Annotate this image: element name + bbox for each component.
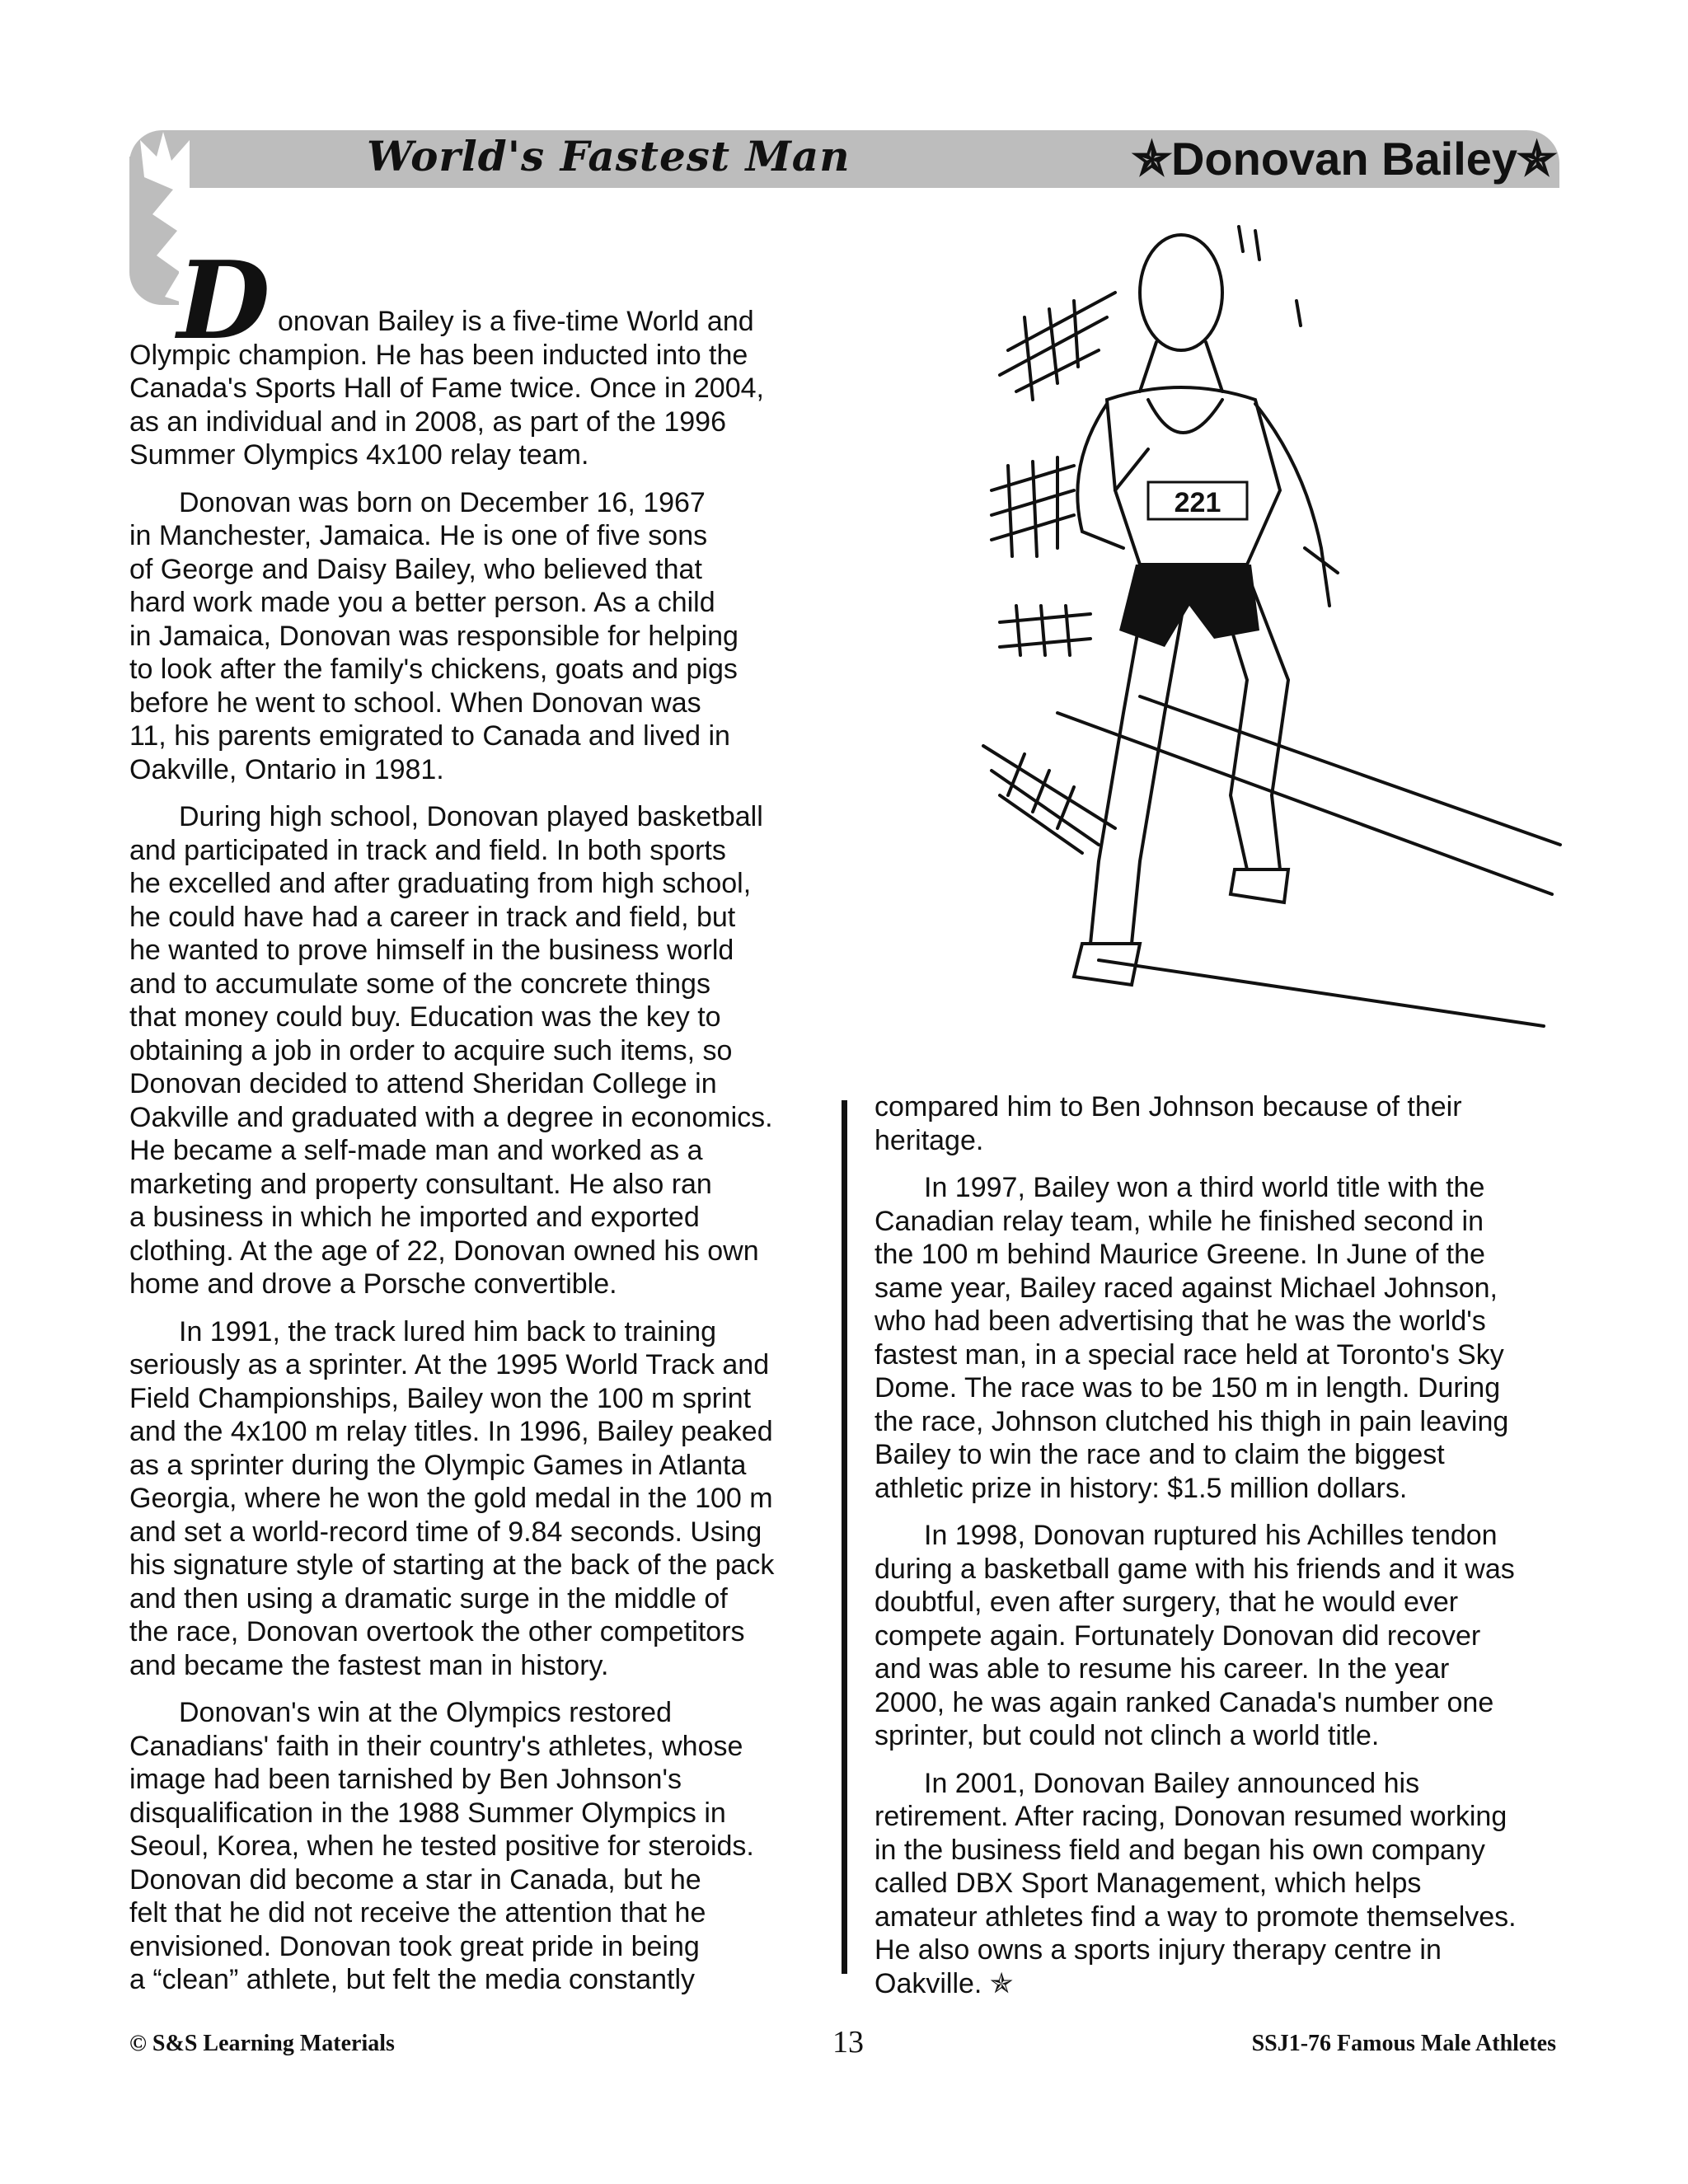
- text-line: Georgia, where he won the gold medal in the 100 m: [129, 1483, 773, 1514]
- text-line: marketing and property consultant. He also ran: [129, 1168, 712, 1200]
- paragraph: [129, 486, 838, 787]
- text-line: he excelled and after graduating from high school,: [129, 868, 752, 899]
- text-line: Canadians' faith in their country's athletes, whose: [129, 1730, 743, 1762]
- text-line: retirement. After racing, Donovan resumed working: [874, 1801, 1507, 1832]
- text-line: fastest man, in a special race held at Toronto's Sky: [874, 1338, 1504, 1371]
- text-line: In 1997, Bailey won a third world title with the: [924, 1172, 1485, 1203]
- text-line: to look after the family's chickens, goats and pigs: [129, 654, 738, 685]
- text-line: He also owns a sports injury therapy centre in: [874, 1934, 1442, 1966]
- text-line: obtaining a job in order to acquire such items, so: [129, 1034, 733, 1066]
- text-line: felt that he did not receive the attention that he: [129, 1897, 706, 1929]
- text-line: sprinter, but could not clinch a world title.: [874, 1720, 1380, 1751]
- text-line: Bailey to win the race and to claim the biggest: [874, 1439, 1445, 1470]
- runner-illustration: [975, 218, 1577, 1076]
- text-line: In 1998, Donovan ruptured his Achilles tendon: [924, 1520, 1498, 1551]
- left-column: [129, 305, 838, 2011]
- text-line: the 100 m behind Maurice Greene. In June of the: [874, 1239, 1485, 1270]
- text-line: who had been advertising that he was the world's: [874, 1305, 1486, 1337]
- text-line: same year, Bailey raced against Michael Johnson,: [874, 1272, 1498, 1304]
- text-line: his signature style of starting at the back of the pack: [129, 1549, 775, 1581]
- athlete-name: ✯Donovan Bailey✯: [1132, 133, 1556, 185]
- text-line: a “clean” athlete, but felt the media constantly: [129, 1964, 696, 1995]
- text-line: and then using a dramatic surge in the middle of: [129, 1582, 728, 1615]
- text-line: Oakville, Ontario in 1981.: [129, 753, 444, 785]
- paragraph: [129, 800, 838, 1301]
- paragraph: [874, 1767, 1583, 2001]
- paragraph: [129, 1315, 838, 1683]
- paragraph: [874, 1171, 1583, 1505]
- text-line: as an individual and in 2008, as part of the 1996: [129, 405, 726, 438]
- text-line: of George and Daisy Bailey, who believed that: [129, 553, 702, 585]
- right-column: [874, 1090, 1583, 2014]
- paragraph: [874, 1090, 1583, 1157]
- text-line: and the 4x100 m relay titles. In 1996, Bailey peaked: [129, 1416, 773, 1447]
- text-line: home and drove a Porsche convertible.: [129, 1268, 617, 1300]
- text-line: and participated in track and field. In both sports: [129, 834, 726, 866]
- text-line: Oakville. ✯: [874, 1967, 1014, 1999]
- text-line: Canadian relay team, while he finished second in: [874, 1205, 1484, 1237]
- text-line: doubtful, even after surgery, that he would ever: [874, 1586, 1459, 1618]
- paragraph: [129, 1696, 838, 1997]
- text-line: a business in which he imported and exported: [129, 1202, 700, 1233]
- text-line: the race, Donovan overtook the other competitors: [129, 1616, 745, 1647]
- text-line: in the business field and began his own company: [874, 1834, 1485, 1866]
- text-line: Canada's Sports Hall of Fame twice. Once in 2004,: [129, 373, 764, 404]
- text-line: as a sprinter during the Olympic Games in Atlanta: [129, 1449, 747, 1481]
- text-line: in Jamaica, Donovan was responsible for helping: [129, 620, 738, 652]
- text-line: envisioned. Donovan took great pride in being: [129, 1930, 700, 1962]
- footer-book-title: SSJ1-76 Famous Male Athletes: [1251, 2031, 1556, 2056]
- text-line: Summer Olympics 4x100 relay team.: [129, 439, 589, 471]
- text-line: he could have had a career in track and field, but: [129, 901, 736, 933]
- text-line: and became the fastest man in history.: [129, 1649, 609, 1681]
- text-line: the race, Johnson clutched his thigh in pain leaving: [874, 1405, 1509, 1437]
- text-line: image had been tarnished by Ben Johnson's: [129, 1764, 682, 1795]
- text-line: Donovan was born on December 16, 1967: [179, 486, 706, 518]
- text-line: he wanted to prove himself in the business world: [129, 935, 734, 966]
- text-line: Donovan's win at the Olympics restored: [179, 1697, 672, 1728]
- text-line: hard work made you a better person. As a child: [129, 587, 715, 618]
- text-line: Donovan decided to attend Sheridan College in: [129, 1068, 717, 1099]
- bib-number: 221: [1174, 487, 1221, 518]
- text-line: onovan Bailey is a five-time World and: [278, 306, 754, 337]
- text-line: and to accumulate some of the concrete things: [129, 968, 710, 1000]
- text-line: before he went to school. When Donovan was: [129, 687, 701, 719]
- paragraph: [874, 1519, 1583, 1753]
- text-line: Seoul, Korea, when he tested positive for steroids.: [129, 1830, 754, 1862]
- text-line: Donovan did become a star in Canada, but he: [129, 1863, 701, 1896]
- text-line: that money could buy. Education was the key to: [129, 1001, 721, 1033]
- footer-copyright: © S&S Learning Materials: [129, 2031, 395, 2056]
- text-line: and was able to resume his career. In the year: [874, 1653, 1450, 1685]
- text-line: Dome. The race was to be 150 m in length. During: [874, 1372, 1501, 1404]
- text-line: clothing. At the age of 22, Donovan owned his own: [129, 1235, 759, 1267]
- text-line: In 1991, the track lured him back to training: [179, 1315, 717, 1347]
- text-line: during a basketball game with his friends and it was: [874, 1553, 1515, 1585]
- text-line: called DBX Sport Management, which helps: [874, 1868, 1422, 1899]
- text-line: compared him to Ben Johnson because of their: [874, 1091, 1462, 1122]
- text-line: In 2001, Donovan Bailey announced his: [924, 1767, 1420, 1799]
- text-line: Oakville and graduated with a degree in economics.: [129, 1101, 773, 1133]
- drop-cap: D: [177, 237, 270, 363]
- text-line: amateur athletes find a way to promote themselves.: [874, 1900, 1517, 1933]
- column-divider: [842, 1100, 847, 1974]
- text-line: and set a world-record time of 9.84 seconds. Using: [129, 1516, 762, 1548]
- text-line: compete again. Fortunately Donovan did recover: [874, 1619, 1481, 1652]
- text-line: 11, his parents emigrated to Canada and lived in: [129, 720, 730, 752]
- text-line: He became a self-made man and worked as a: [129, 1135, 703, 1166]
- text-line: seriously as a sprinter. At the 1995 World Track and: [129, 1349, 770, 1380]
- text-line: in Manchester, Jamaica. He is one of five sons: [129, 520, 708, 551]
- text-line: heritage.: [874, 1124, 984, 1156]
- paragraph: [129, 305, 838, 472]
- page-number: 13: [832, 2025, 864, 2060]
- text-line: Olympic champion. He has been inducted into the: [129, 339, 748, 371]
- text-line: During high school, Donovan played basketball: [179, 801, 763, 832]
- text-line: athletic prize in history: $1.5 million dollars.: [874, 1472, 1408, 1504]
- text-line: Field Championships, Bailey won the 100 m sprint: [129, 1382, 752, 1414]
- page-title: World's Fastest Man: [367, 132, 851, 180]
- text-line: 2000, he was again ranked Canada's number one: [874, 1686, 1494, 1718]
- text-line: disqualification in the 1988 Summer Olympics in: [129, 1797, 726, 1829]
